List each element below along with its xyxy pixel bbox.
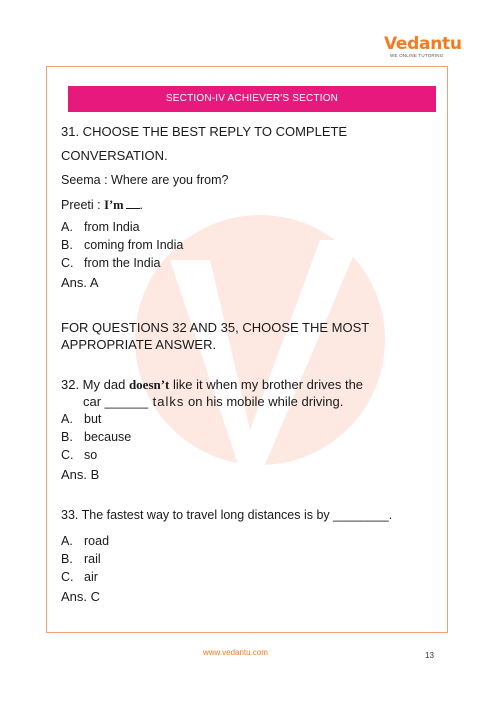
q32-bold-word: doesn’t (128, 377, 170, 392)
q32-option-c: C. so (61, 448, 98, 462)
q32-option-a: A. but (61, 412, 102, 426)
footer-url[interactable]: www.vedantu.com (203, 648, 268, 657)
q32-question-line2: car ______ talks on his mobile while driving. (83, 394, 344, 409)
q32-answer: Ans. B (61, 467, 100, 482)
q31-question-line1: 31. CHOOSE THE BEST REPLY TO COMPLETE (61, 124, 348, 139)
q32-option-b: B. because (61, 430, 132, 444)
section-banner: SECTION-IV ACHIEVER'S SECTION (68, 86, 436, 112)
q31-dialogue-suffix: . (139, 198, 144, 212)
q33-option-a: A. road (61, 534, 110, 548)
q32-question-line1: 32. My dad doesn’t like it when my brother drives the (61, 377, 364, 392)
q31-option-c: C. from the India (61, 256, 161, 270)
q31-dialogue-prefix: Preeti : (61, 198, 105, 212)
q33-option-c: C. air (61, 570, 98, 584)
q31-option-b: B. coming from India (61, 238, 184, 252)
q31-option-a: A. from India (61, 220, 140, 234)
page-number: 13 (425, 651, 434, 660)
q31-question-line2: CONVERSATION. (61, 148, 168, 163)
instruction-line1: FOR QUESTIONS 32 AND 35, CHOOSE THE MOST (61, 320, 370, 335)
q31-dialogue-preeti (61, 197, 143, 213)
vedantu-logo (384, 34, 462, 62)
q31-answer: Ans. A (61, 275, 99, 290)
q32-blank: ______ (104, 394, 149, 409)
instruction-line2: APPROPRIATE ANSWER. (61, 337, 217, 352)
q31-dialogue-seema: Seema : Where are you from? (61, 173, 229, 187)
logo-wordmark: Vedantu (384, 34, 462, 54)
q33-question: 33. The fastest way to travel long distances is by ________. (61, 508, 393, 522)
q31-answer-blank (126, 197, 140, 209)
logo-tagline: WE ONLINE TUTORING (390, 53, 444, 58)
q33-option-b: B. rail (61, 552, 101, 566)
q33-answer: Ans. C (61, 589, 101, 604)
q31-dialogue-bold: I’m (104, 198, 124, 212)
